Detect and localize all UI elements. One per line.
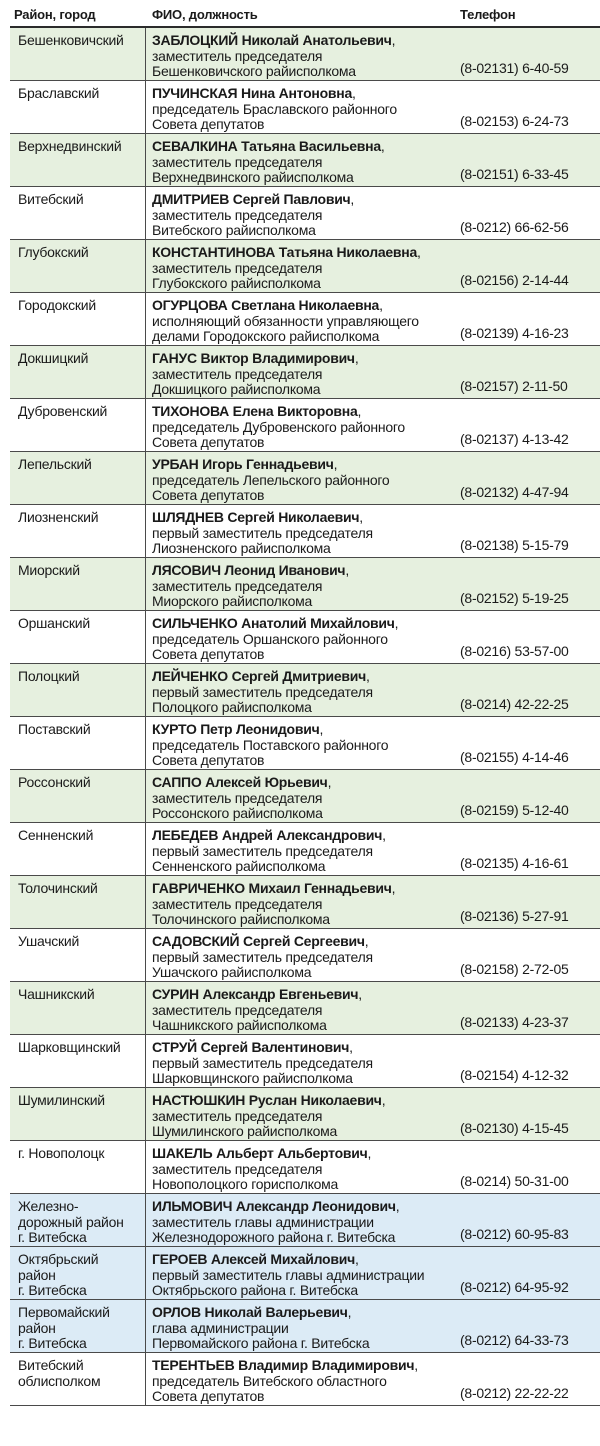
person-cell: ЛЕЙЧЕНКО Сергей Дмитриевич, первый заместитель председателя Полоцкого райисполкома: [152, 669, 472, 716]
person-cell: ТЕРЕНТЬЕВ Владимир Владимирович, председатель Витебского областного Совета депутатов: [152, 1358, 472, 1405]
person-cell: ГАВРИЧЕНКО Михаил Геннадьевич, заместитель председателя Толочинского райисполкома: [152, 881, 472, 928]
person-position-line: Первомайского района г. Витебска: [152, 1335, 370, 1351]
person-position-line: первый заместитель главы администрации: [152, 1266, 425, 1283]
person-position-line: исполняющий обязанности управляющего: [152, 312, 419, 329]
person-position-line: заместитель председателя: [152, 895, 323, 912]
person-name: ТЕРЕНТЬЕВ Владимир Владимирович: [152, 1357, 415, 1373]
person-cell: ГЕРОЕВ Алексей Михайлович, первый заместитель главы администрации Октябрьского района г. Витебска: [152, 1252, 472, 1299]
district-cell: Толочинский: [10, 876, 146, 928]
table-row: [10, 1300, 600, 1353]
phone-number: (8-02159) 5-12-40: [460, 801, 569, 818]
table-row: [10, 982, 600, 1035]
person-cell: ГАНУС Виктор Владимирович, заместитель председателя Докшицкого райисполкома: [152, 351, 472, 398]
table-row: [10, 346, 600, 399]
table-row: [10, 399, 600, 452]
header-district: Район, город: [14, 7, 96, 22]
person-name: ЛЕЙЧЕНКО Сергей Дмитриевич: [152, 668, 366, 684]
person-cell: ШЛЯДНЕВ Сергей Николаевич, первый заместитель председателя Лиозненского райисполкома: [152, 510, 472, 557]
phone-number: (8-02138) 5-15-79: [460, 536, 569, 553]
district-cell: Шарковщинский: [10, 1035, 146, 1087]
person-position-line: делами Городокского райисполкома: [152, 328, 380, 344]
person-position-line: заместитель председателя: [152, 577, 323, 594]
phone-number: (8-02137) 4-13-42: [460, 430, 569, 447]
person-name: ТИХОНОВА Елена Викторовна: [152, 403, 358, 419]
table-row: [10, 1141, 600, 1194]
district-cell: Витебский: [10, 187, 146, 239]
phone-number: (8-02155) 4-14-46: [460, 748, 569, 765]
person-position-line: Россонского райисполкома: [152, 805, 323, 821]
person-name: УРБАН Игорь Геннадьевич: [152, 456, 334, 472]
person-position-line: Шумилинского райисполкома: [152, 1123, 338, 1139]
table-row: [10, 664, 600, 717]
person-name: ШАКЕЛЬ Альберт Альбертович: [152, 1145, 368, 1161]
phone-number: (8-0212) 64-95-92: [460, 1278, 569, 1295]
person-cell: КОНСТАНТИНОВА Татьяна Николаевна, заместитель председателя Глубокского райисполкома: [152, 245, 472, 292]
person-position-line: Совета депутатов: [152, 434, 265, 450]
table-row: [10, 1035, 600, 1088]
person-cell: ОГУРЦОВА Светлана Николаевна, исполняющий обязанности управляющего делами Городокского райисполкома: [152, 298, 472, 345]
table-row: [10, 611, 600, 664]
person-position-line: заместитель председателя: [152, 1160, 323, 1177]
person-position-line: Глубокского райисполкома: [152, 275, 321, 291]
person-position-line: заместитель председателя: [152, 365, 323, 382]
person-cell: ИЛЬМОВИЧ Александр Леонидович, заместитель главы администрации Железнодорожного района г. Витебска: [152, 1199, 472, 1246]
person-name: ГАНУС Виктор Владимирович: [152, 350, 355, 366]
phone-number: (8-02130) 4-15-45: [460, 1119, 569, 1136]
phone-number: (8-02132) 4-47-94: [460, 483, 569, 500]
person-name: СЕВАЛКИНА Татьяна Васильевна: [152, 138, 381, 154]
phone-number: (8-0212) 22-22-22: [460, 1384, 569, 1401]
table-row: [10, 929, 600, 982]
phone-number: (8-02136) 5-27-91: [460, 907, 569, 924]
phone-number: (8-02153) 6-24-73: [460, 112, 569, 129]
table-row: [10, 823, 600, 876]
table-row: [10, 452, 600, 505]
district-cell: Россонский: [10, 770, 146, 822]
table-body: [10, 28, 600, 1406]
person-position-line: заместитель председателя: [152, 1107, 323, 1124]
person-name: САППО Алексей Юрьевич: [152, 774, 328, 790]
person-position-line: председатель Витебского областного: [152, 1372, 387, 1389]
person-cell: СЕВАЛКИНА Татьяна Васильевна, заместитель председателя Верхнедвинского райисполкома: [152, 139, 472, 186]
district-cell: Докшицкий: [10, 346, 146, 398]
person-name: СИЛЬЧЕНКО Анатолий Михайлович: [152, 615, 395, 631]
district-cell: Миорский: [10, 558, 146, 610]
person-position-line: заместитель главы администрации: [152, 1213, 374, 1230]
person-name: ЛЯСОВИЧ Леонид Иванович: [152, 562, 346, 578]
person-position-line: Шарковщинского райисполкома: [152, 1070, 353, 1086]
table-row: [10, 293, 600, 346]
district-cell: Лепельский: [10, 452, 146, 504]
person-cell: ДМИТРИЕВ Сергей Павлович, заместитель председателя Витебского райисполкома: [152, 192, 472, 239]
person-position-line: Совета депутатов: [152, 752, 265, 768]
person-name: КОНСТАНТИНОВА Татьяна Николаевна: [152, 244, 418, 260]
person-position-line: Сенненского райисполкома: [152, 858, 326, 874]
person-position-line: Ушачского райисполкома: [152, 964, 312, 980]
district-cell: Городокский: [10, 293, 146, 345]
person-position-line: глава администрации: [152, 1319, 289, 1336]
person-cell: ЛЕБЕДЕВ Андрей Александрович, первый заместитель председателя Сенненского райисполкома: [152, 828, 472, 875]
header-person: ФИО, должность: [152, 7, 258, 22]
phone-number: (8-02158) 2-72-05: [460, 960, 569, 977]
phone-number: (8-0214) 50-31-00: [460, 1172, 569, 1189]
phone-number: (8-02133) 4-23-37: [460, 1013, 569, 1030]
phone-number: (8-02139) 4-16-23: [460, 324, 569, 341]
person-position-line: заместитель председателя: [152, 789, 323, 806]
district-cell: Сенненский: [10, 823, 146, 875]
person-position-line: Верхнедвинского райисполкома: [152, 169, 354, 185]
phone-number: (8-02154) 4-12-32: [460, 1066, 569, 1083]
district-cell: Ушачский: [10, 929, 146, 981]
person-position-line: Совета депутатов: [152, 1388, 265, 1404]
phone-number: (8-02152) 5-19-25: [460, 589, 569, 606]
district-cell: Дубровенский: [10, 399, 146, 451]
phone-number: (8-0216) 53-57-00: [460, 642, 569, 659]
person-cell: СТРУЙ Сергей Валентинович, первый заместитель председателя Шарковщинского райисполкома: [152, 1040, 472, 1087]
person-position-line: Железнодорожного района г. Витебска: [152, 1229, 396, 1245]
header-phone: Телефон: [460, 7, 516, 22]
person-name: САДОВСКИЙ Сергей Сергеевич: [152, 933, 365, 949]
person-cell: СИЛЬЧЕНКО Анатолий Михайлович, председатель Оршанского районного Совета депутатов: [152, 616, 472, 663]
district-cell: Железно- дорожный район г. Витебска: [10, 1194, 146, 1246]
table-row: [10, 134, 600, 187]
phone-number: (8-02135) 4-16-61: [460, 854, 569, 871]
table-row: [10, 1353, 600, 1406]
person-position-line: Совета депутатов: [152, 646, 265, 662]
person-position-line: Чашникского райисполкома: [152, 1017, 327, 1033]
person-position-line: Толочинского райисполкома: [152, 911, 330, 927]
person-position-line: заместитель председателя: [152, 153, 323, 170]
person-name: ГЕРОЕВ Алексей Михайлович: [152, 1251, 355, 1267]
phone-number: (8-0212) 60-95-83: [460, 1225, 569, 1242]
person-name: ОГУРЦОВА Светлана Николаевна: [152, 297, 380, 313]
person-position-line: заместитель председателя: [152, 1001, 323, 1018]
table-row: [10, 505, 600, 558]
phone-number: (8-02157) 2-11-50: [460, 377, 568, 394]
district-cell: Браславский: [10, 81, 146, 133]
person-cell: ЗАБЛОЦКИЙ Николай Анатольевич, заместитель председателя Бешенковичского райисполкома: [152, 33, 472, 80]
person-position-line: председатель Браславского районного: [152, 100, 397, 117]
table-row: [10, 876, 600, 929]
phone-number: (8-0212) 64-33-73: [460, 1331, 569, 1348]
phone-number: (8-02151) 6-33-45: [460, 165, 569, 182]
person-cell: КУРТО Петр Леонидович, председатель Поставского районного Совета депутатов: [152, 722, 472, 769]
person-position-line: председатель Дубровенского районного: [152, 418, 405, 435]
person-name: КУРТО Петр Леонидович: [152, 721, 320, 737]
district-cell: Чашникский: [10, 982, 146, 1034]
table-header: [10, 0, 600, 28]
person-position-line: первый заместитель председателя: [152, 683, 373, 700]
table-row: [10, 1194, 600, 1247]
person-name: ЗАБЛОЦКИЙ Николай Анатольевич: [152, 32, 392, 48]
table-row: [10, 187, 600, 240]
district-cell: Полоцкий: [10, 664, 146, 716]
person-position-line: Октябрьского района г. Витебска: [152, 1282, 358, 1298]
district-cell: Оршанский: [10, 611, 146, 663]
table-row: [10, 770, 600, 823]
district-cell: Октябрьский район г. Витебска: [10, 1247, 146, 1299]
person-position-line: первый заместитель председателя: [152, 948, 373, 965]
person-cell: САППО Алексей Юрьевич, заместитель председателя Россонского райисполкома: [152, 775, 472, 822]
person-cell: ЛЯСОВИЧ Леонид Иванович, заместитель председателя Миорского райисполкома: [152, 563, 472, 610]
person-cell: ТИХОНОВА Елена Викторовна, председатель Дубровенского районного Совета депутатов: [152, 404, 472, 451]
person-position-line: заместитель председателя: [152, 259, 323, 276]
table-row: [10, 28, 600, 81]
district-cell: Лиозненский: [10, 505, 146, 557]
person-cell: ПУЧИНСКАЯ Нина Антоновна, председатель Браславского районного Совета депутатов: [152, 86, 472, 133]
person-cell: НАСТЮШКИН Руслан Николаевич, заместитель председателя Шумилинского райисполкома: [152, 1093, 472, 1140]
person-position-line: заместитель председателя: [152, 206, 323, 223]
person-name: ПУЧИНСКАЯ Нина Антоновна: [152, 85, 352, 101]
person-position-line: Полоцкого райисполкома: [152, 699, 312, 715]
person-position-line: первый заместитель председателя: [152, 842, 373, 859]
person-name: ОРЛОВ Николай Валерьевич: [152, 1304, 348, 1320]
person-position-line: Бешенковичского райисполкома: [152, 63, 356, 79]
district-cell: Поставский: [10, 717, 146, 769]
district-cell: Шумилинский: [10, 1088, 146, 1140]
person-position-line: Новополоцкого горисполкома: [152, 1176, 339, 1192]
person-position-line: заместитель председателя: [152, 47, 323, 64]
person-position-line: председатель Поставского районного: [152, 736, 389, 753]
person-cell: УРБАН Игорь Геннадьевич, председатель Лепельского районного Совета депутатов: [152, 457, 472, 504]
person-position-line: Докшицкого райисполкома: [152, 381, 321, 397]
person-cell: СУРИН Александр Евгеньевич, заместитель председателя Чашникского райисполкома: [152, 987, 472, 1034]
person-name: ИЛЬМОВИЧ Александр Леонидович: [152, 1198, 396, 1214]
table-row: [10, 558, 600, 611]
phone-number: (8-0214) 42-22-25: [460, 695, 569, 712]
person-cell: ШАКЕЛЬ Альберт Альбертович, заместитель председателя Новополоцкого горисполкома: [152, 1146, 472, 1193]
district-cell: Витебский облисполком: [10, 1353, 146, 1405]
table-row: [10, 240, 600, 293]
contacts-table: [10, 0, 600, 1406]
person-position-line: председатель Оршанского районного: [152, 630, 388, 647]
person-name: ШЛЯДНЕВ Сергей Николаевич: [152, 509, 360, 525]
person-position-line: председатель Лепельского районного: [152, 471, 390, 488]
phone-number: (8-02156) 2-14-44: [460, 271, 569, 288]
table-row: [10, 717, 600, 770]
person-position-line: Витебского райисполкома: [152, 222, 316, 238]
person-position-line: первый заместитель председателя: [152, 524, 373, 541]
district-cell: г. Новополоцк: [10, 1141, 146, 1193]
phone-number: (8-02131) 6-40-59: [460, 59, 569, 76]
district-cell: Первомайский район г. Витебска: [10, 1300, 146, 1352]
district-cell: Глубокский: [10, 240, 146, 292]
phone-number: (8-0212) 66-62-56: [460, 218, 569, 235]
district-cell: Бешенковичский: [10, 28, 146, 80]
person-name: СУРИН Александр Евгеньевич: [152, 986, 359, 1002]
table-row: [10, 1088, 600, 1141]
person-position-line: Лиозненского райисполкома: [152, 540, 331, 556]
district-cell: Верхнедвинский: [10, 134, 146, 186]
person-cell: САДОВСКИЙ Сергей Сергеевич, первый заместитель председателя Ушачского райисполкома: [152, 934, 472, 981]
person-name: СТРУЙ Сергей Валентинович: [152, 1039, 350, 1055]
person-position-line: Совета депутатов: [152, 487, 265, 503]
person-name: ГАВРИЧЕНКО Михаил Геннадьевич: [152, 880, 392, 896]
table-row: [10, 1247, 600, 1300]
person-position-line: Совета депутатов: [152, 116, 265, 132]
person-name: ДМИТРИЕВ Сергей Павлович: [152, 191, 351, 207]
person-cell: ОРЛОВ Николай Валерьевич, глава администрации Первомайского района г. Витебска: [152, 1305, 472, 1352]
person-name: ЛЕБЕДЕВ Андрей Александрович: [152, 827, 383, 843]
person-name: НАСТЮШКИН Руслан Николаевич: [152, 1092, 382, 1108]
table-row: [10, 81, 600, 134]
person-position-line: Миорского райисполкома: [152, 593, 313, 609]
person-position-line: первый заместитель председателя: [152, 1054, 373, 1071]
